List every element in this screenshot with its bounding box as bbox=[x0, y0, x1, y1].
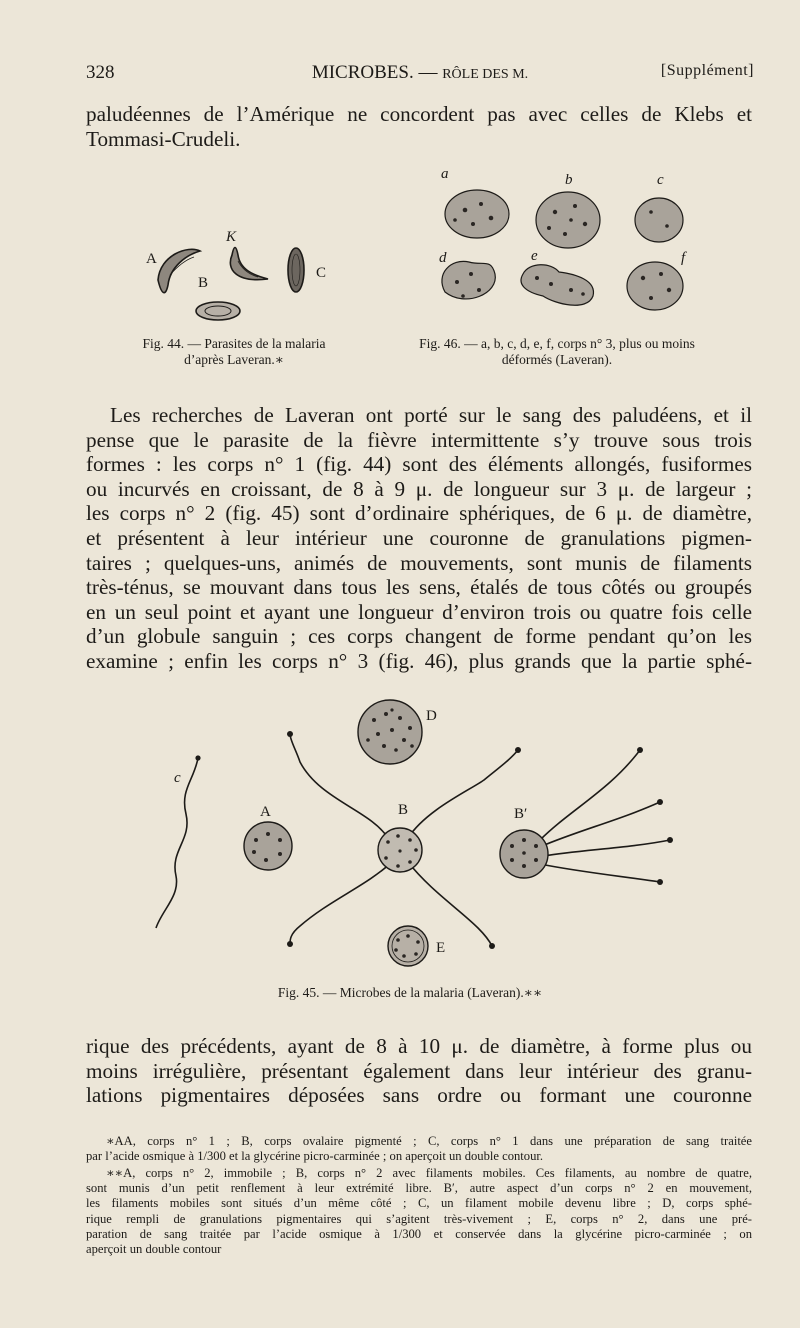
fig45-label-e: E bbox=[436, 940, 446, 956]
fig46-label-e: e bbox=[531, 248, 538, 264]
footnote-line: sont munis d’un petit renflement à leur extrémité libre. B′, autre aspect d’un corps n° 2 en mouvement, bbox=[86, 1181, 752, 1196]
ovoid-body-b bbox=[196, 302, 240, 320]
main-paragraph bbox=[86, 403, 752, 674]
crescent-body-k bbox=[230, 248, 268, 280]
fig46-label-d: d bbox=[439, 250, 447, 266]
text-line: Tommasi-Crudeli. bbox=[86, 126, 241, 151]
text-line: rique des précédents, ayant de 8 à 10 μ. de diamètre, à forme plus ou bbox=[86, 1034, 752, 1058]
fig46-label-a: a bbox=[441, 166, 449, 182]
footnote-fig45 bbox=[86, 1166, 752, 1257]
running-header bbox=[86, 62, 754, 92]
text-line: ou incurvés en croissant, de 8 à 9 μ. de longueur sur 3 μ. de largeur ; bbox=[86, 476, 752, 501]
figure-44-caption bbox=[116, 336, 352, 368]
intro-paragraph bbox=[86, 102, 752, 151]
text-line: formes : les corps n° 1 (fig. 44) sont des éléments allongés, fusiformes bbox=[86, 452, 752, 477]
cell-a bbox=[244, 822, 292, 870]
figure-46-illustration bbox=[425, 162, 705, 322]
cell-d bbox=[358, 700, 422, 764]
caption-line: Fig. 46. — a, b, c, d, e, f, corps n° 3, plus ou moins bbox=[419, 336, 695, 351]
fig46-label-c: c bbox=[657, 172, 664, 188]
running-title-dash: — bbox=[418, 62, 438, 83]
footnote-line: ∗AA, corps n° 1 ; B, corps ovalaire pigmenté ; C, corps n° 1 dans une préparation de sang traitée bbox=[106, 1134, 752, 1148]
cell-f bbox=[627, 262, 683, 310]
cell-d bbox=[442, 261, 495, 299]
footnote-fig44 bbox=[86, 1134, 752, 1164]
fig44-label-b: B bbox=[198, 275, 209, 291]
text-line: paludéennes de l’Amérique ne concordent pas avec celles de Klebs et bbox=[86, 102, 752, 126]
running-title-rest: RÔLE DES M. bbox=[442, 67, 529, 82]
caption-line: d’après Laveran.∗ bbox=[184, 352, 284, 367]
text-line: pense que le parasite de la fièvre intermittente s’y trouve sous trois bbox=[86, 427, 752, 452]
text-line: les corps n° 2 (fig. 45) sont d’ordinaire sphériques, de 6 μ. de diamètre, bbox=[86, 501, 752, 526]
text-line: Les recherches de Laveran ont porté sur le sang des paludéens, et il bbox=[110, 403, 752, 427]
cell-e bbox=[521, 265, 593, 306]
fig44-label-a: A bbox=[146, 251, 157, 267]
cell-b bbox=[536, 192, 600, 248]
footnote-line: rique rempli de granulations pigmentaires qui s’agitent très-vivement ; E, corps n° 2, dans une pré- bbox=[86, 1211, 752, 1226]
continuation-paragraph bbox=[86, 1034, 752, 1108]
figure-45-illustration bbox=[140, 690, 700, 980]
text-line: taires ; quelques-uns, animés de mouvements, sont munis de filaments bbox=[86, 550, 752, 575]
caption-line: Fig. 44. — Parasites de la malaria bbox=[142, 336, 326, 351]
text-line: et présentent à leur intérieur une couronne de granulations pigmen- bbox=[86, 525, 752, 550]
figure-45-caption: Fig. 45. — Microbes de la malaria (Laveran).∗∗ bbox=[277, 985, 543, 1000]
footnote-line: ∗∗A, corps n° 2, immobile ; B, corps n° 2 avec filaments mobiles. Ces filaments, au nombre de quatre, bbox=[106, 1166, 752, 1180]
text-line: d’un globule sanguin ; ces corps changent de forme pendant qu’on les bbox=[86, 624, 752, 649]
crescent-body-a bbox=[158, 249, 200, 292]
cell-c bbox=[635, 198, 683, 242]
cell-a bbox=[445, 190, 509, 238]
page-number: 328 bbox=[86, 62, 115, 83]
text-line: moins irrégulière, présentant également dans leur intérieur des granu- bbox=[86, 1058, 752, 1083]
fig44-label-k: K bbox=[226, 229, 237, 245]
footnote-line: paration de sang traitée par l’acide osmique à 1/300 et conservée dans la glycérine picro-carminée ; on bbox=[86, 1226, 752, 1241]
running-title-main: MICROBES. bbox=[311, 62, 414, 83]
fig45-label-b: B bbox=[398, 802, 409, 818]
fig45-label-d: D bbox=[426, 708, 437, 724]
section-label: [Supplément] bbox=[660, 62, 754, 79]
fusiform-body-c bbox=[288, 248, 304, 292]
footnote-line: par l’acide osmique à 1/300 et la glycérine picro-carminée ; on aperçoit un double contour. bbox=[86, 1149, 544, 1164]
text-line: en un seul point et ayant une longueur d’environ trois ou quatre fois celle bbox=[86, 599, 752, 624]
footnote-line: les filaments mobiles sont situés d’un même côté ; C, un filament mobile devenu libre ; D, corps sphé- bbox=[86, 1196, 752, 1211]
running-title bbox=[86, 62, 754, 84]
text-line: très-ténus, se mouvant dans tous les sens, étalés de tous côtés ou groupés bbox=[86, 575, 752, 600]
figure-46-caption bbox=[372, 336, 742, 368]
figure-44-illustration bbox=[140, 225, 340, 325]
cell-e bbox=[388, 926, 428, 966]
caption-line: déformés (Laveran). bbox=[501, 352, 613, 367]
fig45-label-c: c bbox=[174, 770, 181, 786]
fig46-label-b: b bbox=[565, 172, 573, 188]
footnote-line: aperçoit un double contour bbox=[86, 1242, 222, 1257]
fig44-label-c: C bbox=[316, 265, 327, 281]
fig46-label-f: f bbox=[681, 250, 686, 266]
text-line: lations pigmentaires déposées sans ordre ou formant une couronne bbox=[86, 1083, 752, 1108]
fig45-label-a: A bbox=[260, 804, 271, 820]
fig45-label-b-prime: B′ bbox=[514, 806, 528, 822]
text-line: examine ; enfin les corps n° 3 (fig. 46), plus grands que la partie sphé- bbox=[86, 648, 752, 673]
